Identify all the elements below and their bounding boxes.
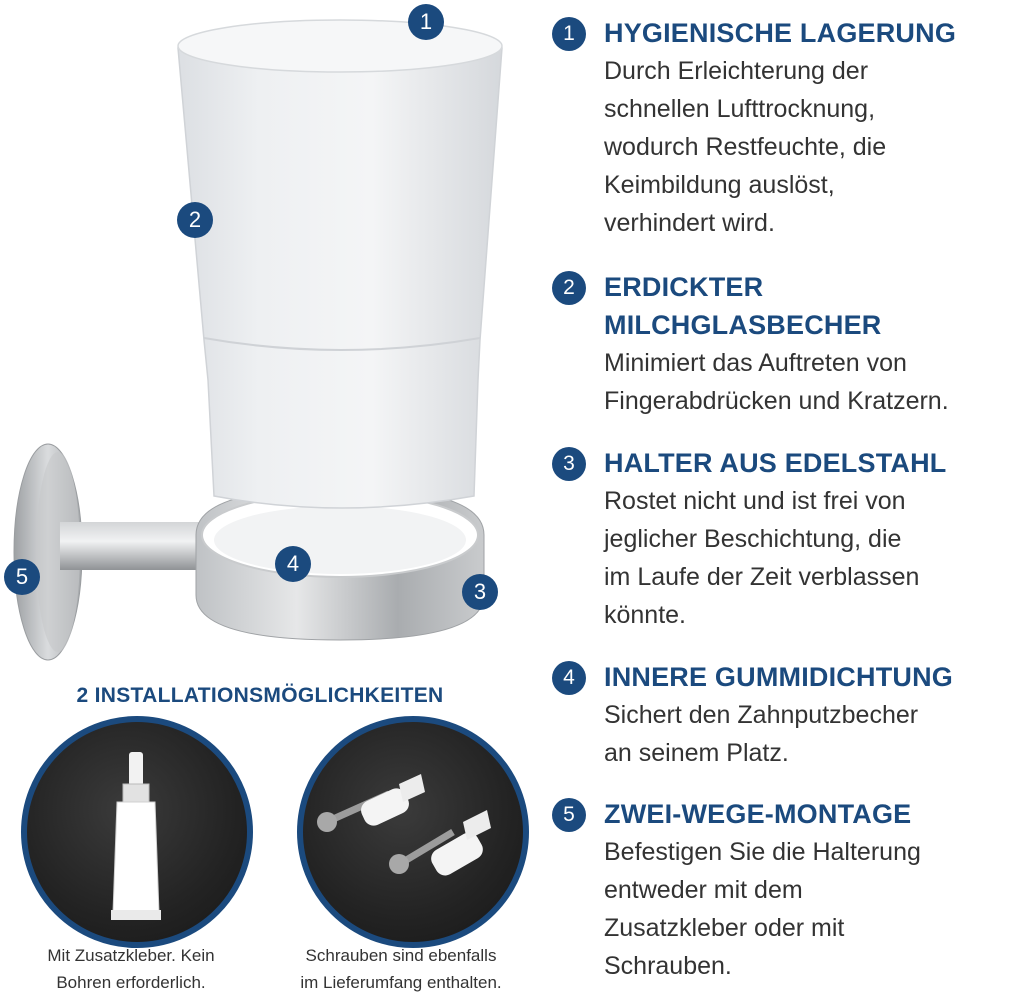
feature-desc-line: Sichert den Zahnputzbecher bbox=[604, 701, 919, 729]
install-option-glue bbox=[21, 716, 253, 948]
feature-desc-line: Zusatzkleber oder mit bbox=[604, 914, 845, 942]
feature-desc-line: Minimiert das Auftreten von bbox=[604, 349, 907, 377]
feature-5 bbox=[552, 795, 1022, 985]
feature-badge: 1 bbox=[552, 17, 586, 51]
feature-badge: 3 bbox=[552, 447, 586, 481]
feature-title: ERDICKTER bbox=[604, 272, 764, 302]
caption-line: Mit Zusatzkleber. Kein bbox=[47, 946, 215, 965]
feature-desc-line: schnellen Lufttrocknung, bbox=[604, 95, 876, 123]
product-badge-4: 4 bbox=[275, 546, 311, 582]
caption-line: im Lieferumfang enthalten. bbox=[300, 973, 502, 992]
feature-badge: 5 bbox=[552, 798, 586, 832]
feature-desc-line: entweder mit dem bbox=[604, 876, 803, 904]
feature-title: INNERE GUMMIDICHTUNG bbox=[604, 662, 953, 692]
feature-desc-line: verhindert wird. bbox=[604, 209, 775, 237]
glass-cup bbox=[178, 32, 502, 508]
feature-desc-line: an seinem Platz. bbox=[604, 739, 789, 767]
feature-desc-line: Schrauben. bbox=[604, 952, 732, 980]
feature-title: HYGIENISCHE LAGERUNG bbox=[604, 18, 957, 48]
install-title: 2 INSTALLATIONSMÖGLICHKEITEN bbox=[76, 684, 444, 707]
feature-3 bbox=[552, 444, 1022, 634]
product-badge-5: 5 bbox=[4, 559, 40, 595]
feature-desc-line: Keimbildung auslöst, bbox=[604, 171, 835, 199]
feature-title: HALTER AUS EDELSTAHL bbox=[604, 448, 947, 478]
feature-desc-line: wodurch Restfeuchte, die bbox=[604, 133, 887, 161]
feature-title: ZWEI-WEGE-MONTAGE bbox=[604, 799, 912, 829]
install-caption-glue bbox=[0, 942, 262, 996]
feature-desc-line: im Laufe der Zeit verblassen bbox=[604, 563, 920, 591]
feature-1 bbox=[552, 14, 1022, 242]
glue-tube-icon bbox=[27, 722, 247, 942]
install-caption-screws bbox=[262, 942, 540, 996]
feature-desc-line: jeglicher Beschichtung, die bbox=[604, 525, 902, 553]
feature-desc-line: Befestigen Sie die Halterung bbox=[604, 838, 921, 866]
feature-desc-line: Rostet nicht und ist frei von bbox=[604, 487, 906, 515]
feature-desc-line: könnte. bbox=[604, 601, 687, 629]
caption-line: Bohren erforderlich. bbox=[56, 973, 206, 992]
feature-badge: 4 bbox=[552, 661, 586, 695]
feature-desc-line: Fingerabdrücken und Kratzern. bbox=[604, 387, 949, 415]
screws-dowels-icon bbox=[303, 722, 523, 942]
feature-4 bbox=[552, 658, 1022, 772]
caption-line: Schrauben sind ebenfalls bbox=[305, 946, 497, 965]
feature-2 bbox=[552, 268, 1022, 420]
product-illustration bbox=[0, 0, 540, 670]
product-badge-3: 3 bbox=[462, 574, 498, 610]
product-badge-2: 2 bbox=[177, 202, 213, 238]
feature-desc-line: Durch Erleichterung der bbox=[604, 57, 869, 85]
product-badge-1: 1 bbox=[408, 4, 444, 40]
install-option-screws bbox=[297, 716, 529, 948]
feature-title-line2: MILCHGLASBECHER bbox=[604, 310, 882, 340]
feature-badge: 2 bbox=[552, 271, 586, 305]
